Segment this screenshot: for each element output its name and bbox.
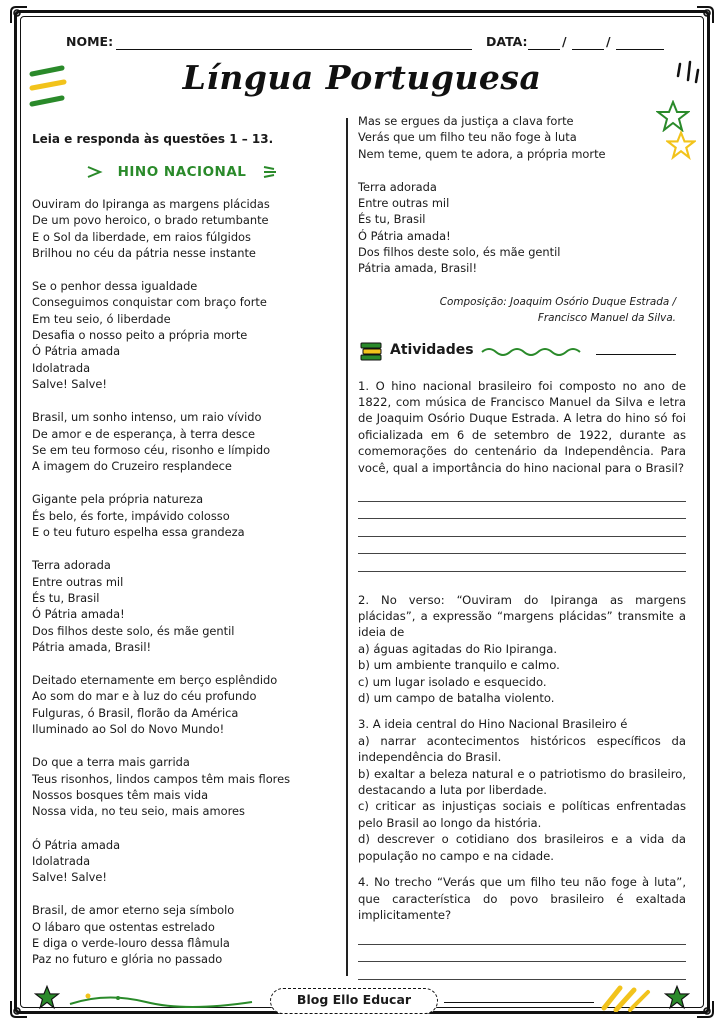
verse: Terra adorada xyxy=(32,558,111,573)
verse: Deitado eternamente em berço esplêndido xyxy=(32,673,278,688)
stanza xyxy=(32,196,332,261)
verse: De amor e de esperança, à terra desce xyxy=(32,426,256,441)
stanza xyxy=(358,113,686,162)
verse: Entre outras mil xyxy=(32,574,124,589)
stanza xyxy=(358,179,686,277)
verse: Pátria amada, Brasil! xyxy=(32,639,152,654)
name-label: NOME: xyxy=(66,34,114,49)
right-column xyxy=(358,113,686,980)
stanza xyxy=(32,672,332,737)
verse: Em teu seio, ó liberdade xyxy=(32,311,171,326)
verse: Conseguimos conquistar com braço forte xyxy=(32,295,267,310)
verse: Se em teu formoso céu, risonho e límpido xyxy=(32,442,271,457)
stanza xyxy=(32,902,332,967)
question-text: 4. No trecho “Verás que um filho teu não foge à luta”, que característica do povo brasileiro é exaltada implicitamente? xyxy=(358,875,686,922)
verse: Ó Pátria amada! xyxy=(358,228,451,243)
verse: E o Sol da liberdade, em raios fúlgidos xyxy=(32,229,251,244)
answer-lines[interactable] xyxy=(358,484,686,572)
verse: Ó Pátria amada xyxy=(32,837,121,852)
question-1 xyxy=(358,378,686,572)
stanza xyxy=(32,278,332,392)
verse: A imagem do Cruzeiro resplandece xyxy=(32,459,232,474)
credit-line: Francisco Manuel da Silva. xyxy=(537,311,676,324)
verse: Ó Pátria amada xyxy=(32,344,121,359)
option-a[interactable]: a) narrar acontecimentos históricos específicos da independência do Brasil. xyxy=(358,733,686,765)
verse: És tu, Brasil xyxy=(358,212,426,227)
name-field[interactable] xyxy=(116,49,472,50)
verse: Idolatrada xyxy=(32,853,91,868)
verse: Nossos bosques têm mais vida xyxy=(32,787,209,802)
verse: Brasil, de amor eterno seja símbolo xyxy=(32,903,235,918)
hino-lyrics-left xyxy=(32,196,332,968)
verse: Nossa vida, no teu seio, mais amores xyxy=(32,804,245,819)
verse: Salve! Salve! xyxy=(32,376,108,391)
verse: Teus risonhos, lindos campos têm mais flores xyxy=(32,771,291,786)
verse: Salve! Salve! xyxy=(32,870,108,885)
option-c[interactable]: c) um lugar isolado e esquecido. xyxy=(358,674,547,689)
corner-ornament xyxy=(694,4,716,26)
verse: O lábaro que ostentas estrelado xyxy=(32,919,215,934)
stanza xyxy=(32,754,332,819)
option-b[interactable]: b) um ambiente tranquilo e calmo. xyxy=(358,658,560,673)
date-label: DATA: xyxy=(486,34,528,49)
star-green-icon xyxy=(34,984,60,1010)
question-2 xyxy=(358,592,686,707)
composition-credit xyxy=(358,294,686,326)
verse: E o teu futuro espelha essa grandeza xyxy=(32,525,245,540)
verse: Dos filhos deste solo, és mãe gentil xyxy=(32,623,235,638)
verse: Entre outras mil xyxy=(358,196,450,211)
verse: És tu, Brasil xyxy=(32,590,100,605)
footer xyxy=(0,984,724,1012)
question-text: 2. No verso: “Ouviram do Ipiranga as margens plácidas”, a expressão “margens plácidas” transmite a ideia de xyxy=(358,592,686,640)
stanza xyxy=(32,557,332,655)
verse: Do que a terra mais garrida xyxy=(32,755,190,770)
question-text: 1. O hino nacional brasileiro foi composto no ano de 1822, com música de Francisco Manuel da Silva e letra de Joaquim Osório Duque Estrada. A letra do hino só foi oficializada em 6 de setembro de 1922, durante as comemorações do centenário da Independência. Para você, qual a importância do hino nacional para o Brasil? xyxy=(358,378,686,475)
left-column xyxy=(32,128,332,985)
stanza xyxy=(32,491,332,540)
verse: Mas se ergues da justiça a clava forte xyxy=(358,114,574,128)
option-b[interactable]: b) exaltar a beleza natural e o patriotismo do brasileiro, destacando a luta por liberdade. xyxy=(358,766,686,798)
option-d[interactable]: d) um campo de batalha violento. xyxy=(358,691,555,706)
date-month-field[interactable] xyxy=(572,49,604,50)
verse: Brilhou no céu da pátria nesse instante xyxy=(32,245,256,260)
blog-label: Blog Ello Educar xyxy=(270,988,438,1014)
verse: Brasil, um sonho intenso, um raio vívido xyxy=(32,410,262,425)
verse: Iluminado ao Sol do Novo Mundo! xyxy=(32,722,225,737)
verse: Se o penhor dessa igualdade xyxy=(32,279,198,294)
verse: Ao som do mar e à luz do céu profundo xyxy=(32,689,257,704)
books-icon xyxy=(360,340,382,362)
verse: Nem teme, quem te adora, a própria morte xyxy=(358,146,606,161)
chevron-deco-icon xyxy=(86,165,104,179)
verse: Paz no futuro e glória no passado xyxy=(32,952,223,967)
brush-strokes-icon xyxy=(600,984,664,1012)
verse: Dos filhos deste solo, és mãe gentil xyxy=(358,245,561,260)
verse: Fulguras, ó Brasil, florão da América xyxy=(32,705,239,720)
page-title: Língua Portuguesa xyxy=(182,58,542,97)
atividades-heading xyxy=(358,340,686,364)
credit-line: Composição: Joaquim Osório Duque Estrada / xyxy=(439,295,676,308)
verse: És belo, és forte, impávido colosso xyxy=(32,508,230,523)
hino-lyrics-right xyxy=(358,113,686,277)
instruction-text: Leia e responda às questões 1 – 13. xyxy=(32,132,274,146)
verse: Ó Pátria amada! xyxy=(32,607,125,622)
verse: Ouviram do Ipiranga as margens plácidas xyxy=(32,197,270,211)
atividades-label: Atividades xyxy=(390,341,474,358)
header-row xyxy=(66,34,664,54)
verse: Pátria amada, Brasil! xyxy=(358,261,478,276)
column-divider xyxy=(346,118,348,976)
option-a[interactable]: a) águas agitadas do Rio Ipiranga. xyxy=(358,641,558,656)
question-text: 3. A ideia central do Hino Nacional Brasileiro é xyxy=(358,717,628,732)
star-green-icon xyxy=(664,984,690,1010)
answer-lines[interactable] xyxy=(358,927,686,980)
footer-line xyxy=(444,1002,594,1003)
heading-underline xyxy=(596,354,676,355)
date-day-field[interactable] xyxy=(528,49,560,50)
verse: Idolatrada xyxy=(32,360,91,375)
option-d[interactable]: d) descrever o cotidiano dos brasileiros e a vida da população no campo e na cidade. xyxy=(358,832,686,863)
option-c[interactable]: c) criticar as injustiças sociais e políticas enfrentadas pelo Brasil ao longo da história. xyxy=(358,799,686,830)
date-separator: / xyxy=(562,34,567,49)
verse: De um povo heroico, o brado retumbante xyxy=(32,213,269,228)
verse: E diga o verde-louro dessa flâmula xyxy=(32,935,230,950)
stanza xyxy=(32,409,332,474)
wave-deco-icon xyxy=(480,346,590,358)
verse: Verás que um filho teu não foge à luta xyxy=(358,130,577,145)
verse: Desafia o nosso peito a própria morte xyxy=(32,328,248,343)
date-year-field[interactable] xyxy=(616,49,664,50)
verse: Gigante pela própria natureza xyxy=(32,492,204,507)
stanza xyxy=(32,837,332,886)
question-3 xyxy=(358,716,686,864)
vine-deco-icon xyxy=(66,990,256,1010)
hino-heading xyxy=(32,164,332,186)
question-4 xyxy=(358,874,686,980)
burst-deco-icon xyxy=(260,165,278,179)
verse: Terra adorada xyxy=(358,179,437,194)
date-separator: / xyxy=(606,34,611,49)
corner-ornament xyxy=(8,4,30,26)
hino-title: HINO NACIONAL xyxy=(117,164,247,180)
